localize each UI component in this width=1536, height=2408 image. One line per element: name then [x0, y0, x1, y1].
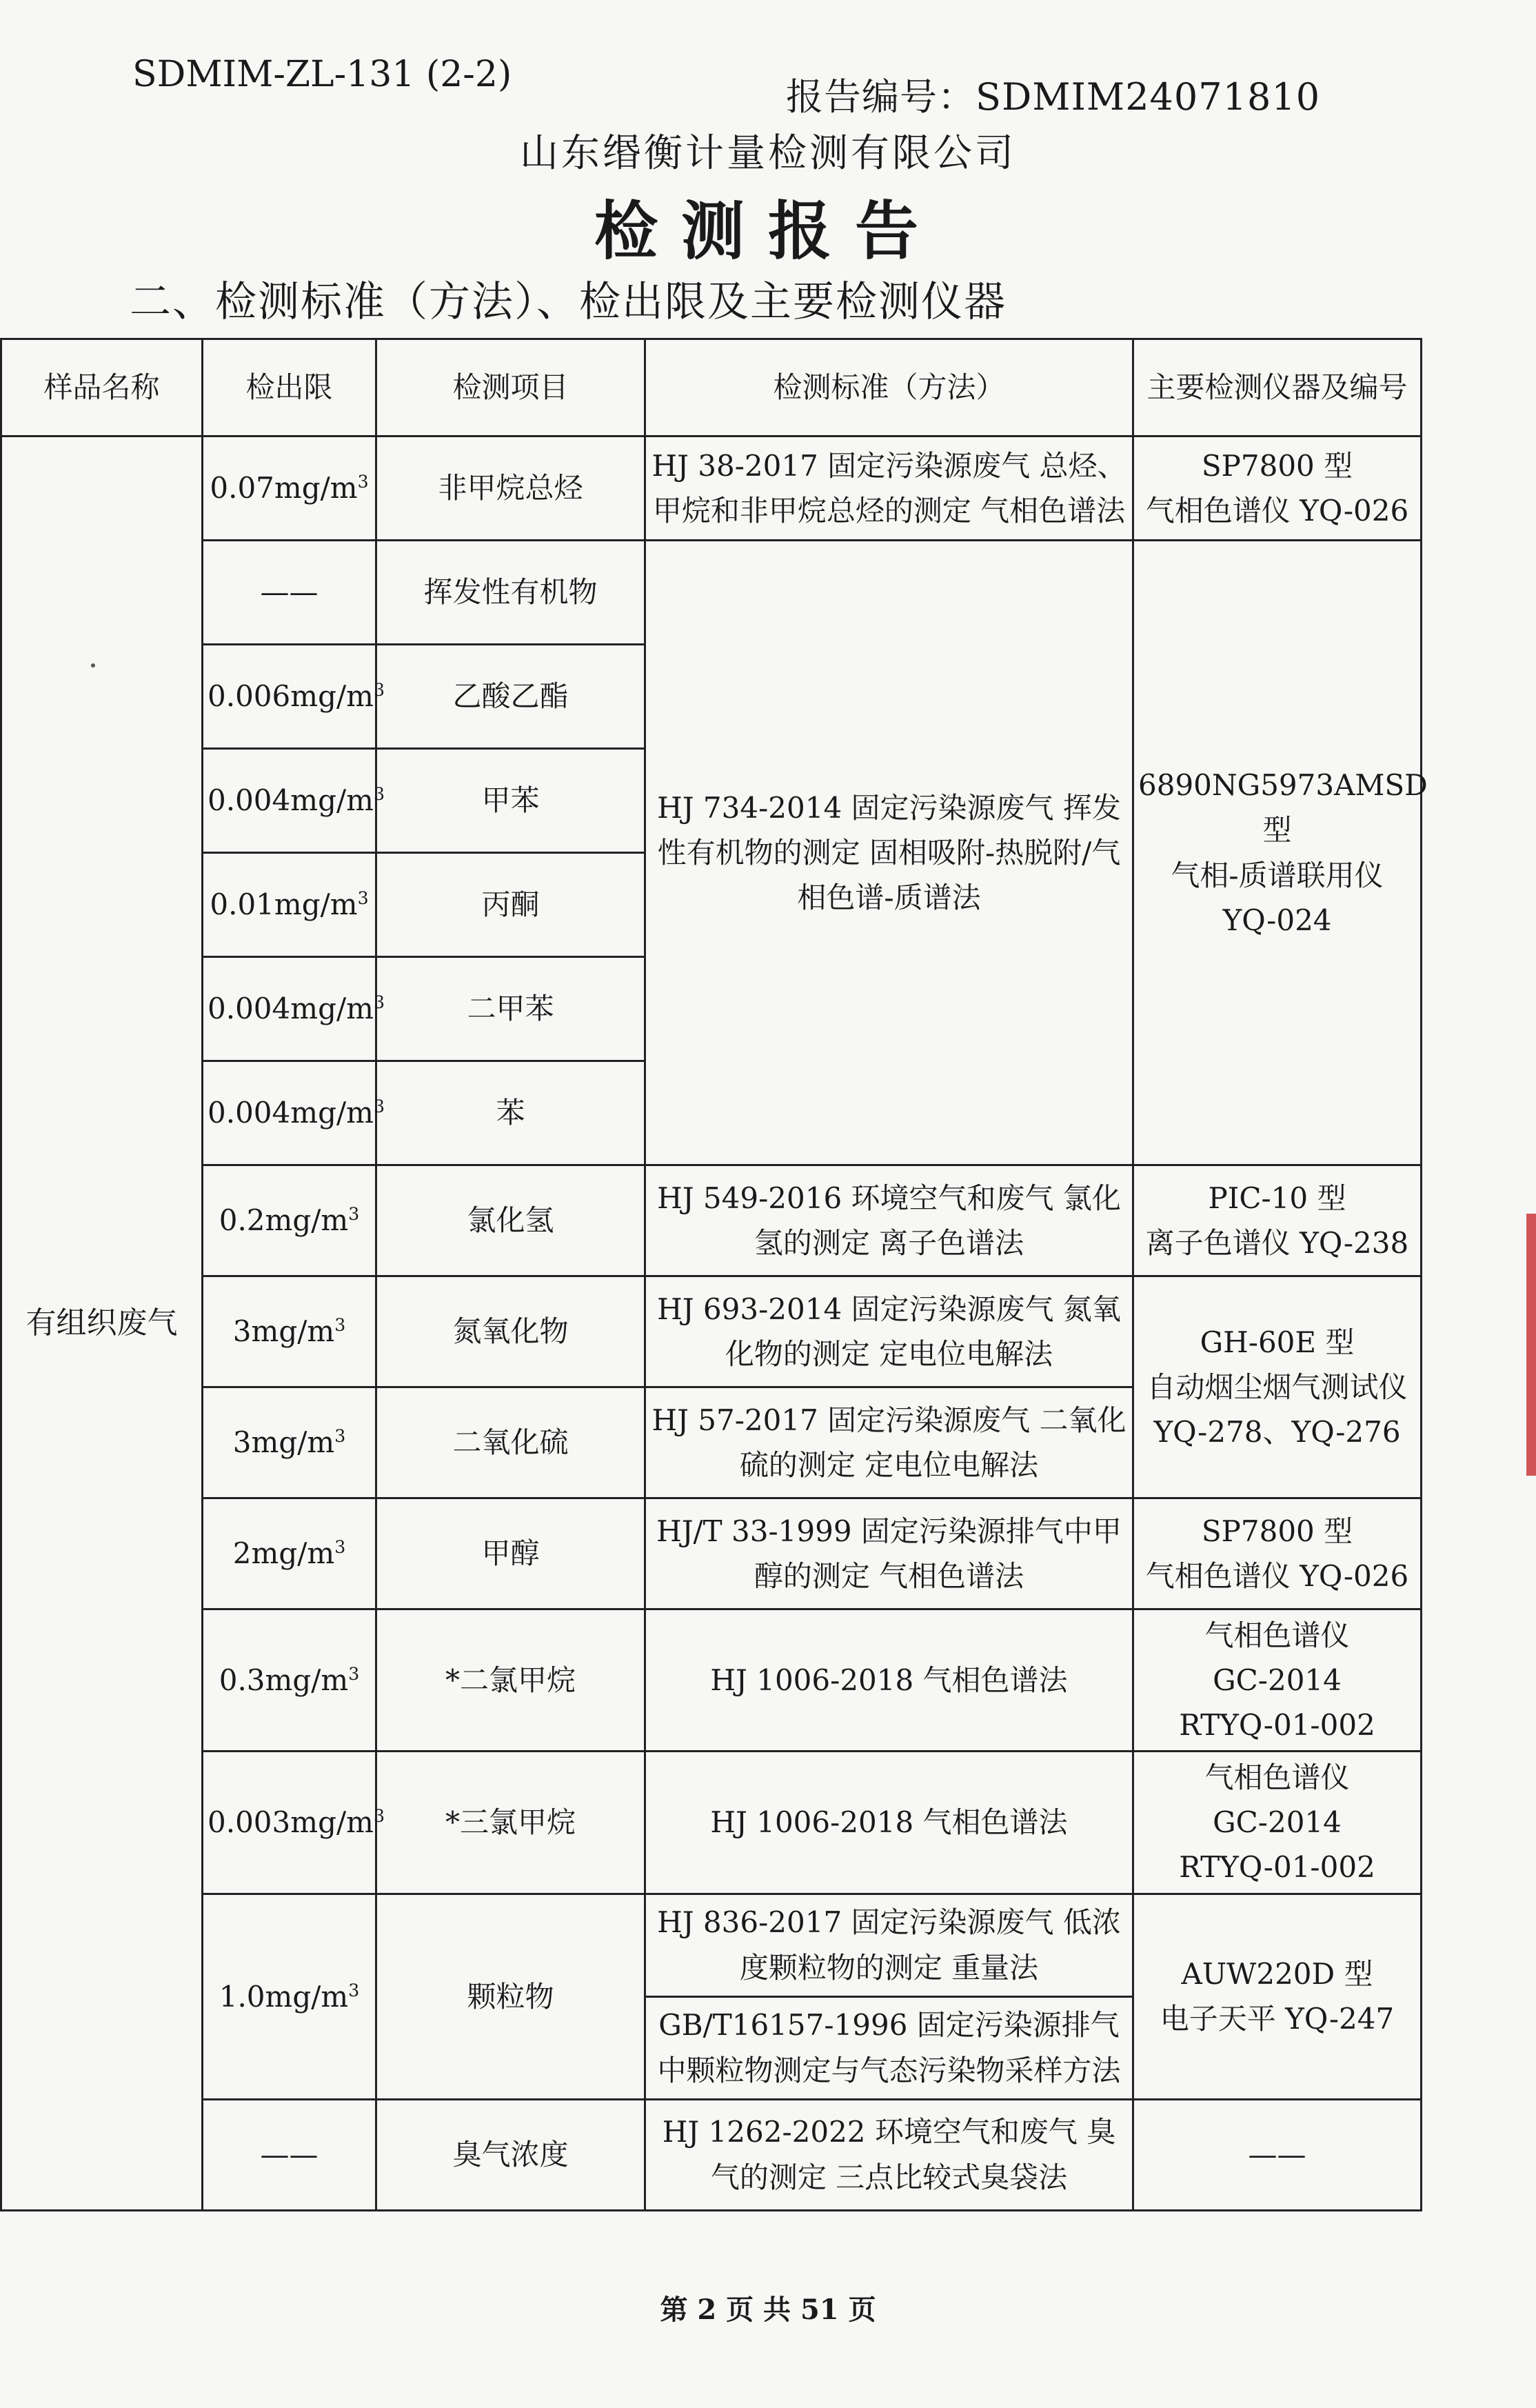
instrument-cell: ——	[1133, 2099, 1422, 2210]
item-cell: 二甲苯	[376, 957, 645, 1061]
table-row	[1, 1609, 1422, 1752]
limit-cell: $3mg/m^3$	[203, 1276, 376, 1387]
standard-cell: HJ 38-2017 固定污染源废气 总烃、甲烷和非甲烷总烃的测定 气相色谱法	[645, 437, 1133, 541]
instrument-cell: SP7800 型 气相色谱仪 YQ-026	[1133, 1498, 1422, 1609]
standard-cell: HJ 57-2017 固定污染源废气 二氧化硫的测定 定电位电解法	[645, 1387, 1133, 1498]
limit-cell: $3mg/m^3$	[203, 1387, 376, 1498]
limit-cell: ——	[203, 2099, 376, 2210]
standard-cell: HJ 1006-2018 气相色谱法	[645, 1609, 1133, 1752]
page-number: 第 2 页 共 51 页	[660, 2294, 876, 2326]
limit-cell: $0.004mg/m^3$	[203, 749, 376, 853]
instrument-cell: 气相色谱仪 GC-2014 RTYQ-01-002	[1133, 1752, 1422, 1894]
limit-cell: $0.2mg/m^3$	[203, 1165, 376, 1276]
limit-cell: ——	[203, 541, 376, 645]
item-cell: 甲醇	[376, 1498, 645, 1609]
report-number: 报告编号：SDMIM24071810	[786, 75, 1321, 119]
limit-cell: $0.004mg/m^3$	[203, 957, 376, 1061]
item-cell: 臭气浓度	[376, 2099, 645, 2210]
table-row	[1, 1752, 1422, 1894]
item-cell: 二氧化硫	[376, 1387, 645, 1498]
limit-cell: $0.004mg/m^3$	[203, 1061, 376, 1165]
standard-cell: HJ 1262-2022 环境空气和废气 臭气的测定 三点比较式臭袋法	[645, 2099, 1133, 2210]
standard-cell: HJ 549-2016 环境空气和废气 氯化氢的测定 离子色谱法	[645, 1165, 1133, 1276]
section-heading: 二、检测标准（方法）、检出限及主要检测仪器	[130, 278, 1007, 326]
item-cell: 苯	[376, 1061, 645, 1165]
seal-edge-mark	[1526, 1214, 1536, 1476]
instrument-cell-vocs: 6890NG5973AMSD 型 气相-质谱联用仪 YQ-024	[1133, 541, 1422, 1165]
limit-cell: $0.006mg/m^3$	[203, 645, 376, 749]
table-row	[1, 2099, 1422, 2210]
table-row	[1, 1276, 1422, 1387]
instrument-cell: SP7800 型 气相色谱仪 YQ-026	[1133, 437, 1422, 541]
limit-cell: $0.07mg/m^3$	[203, 437, 376, 541]
spec-table	[0, 338, 1428, 2211]
standard-cell: HJ 836-2017 固定污染源废气 低浓度颗粒物的测定 重量法	[645, 1894, 1133, 1996]
item-cell: *二氯甲烷	[376, 1609, 645, 1752]
item-cell: 颗粒物	[376, 1894, 645, 2099]
table-header-row	[1, 339, 1422, 437]
item-cell: 挥发性有机物	[376, 541, 645, 645]
instrument-cell-gas: GH-60E 型 自动烟尘烟气测试仪 YQ-278、YQ-276	[1133, 1276, 1422, 1498]
sample-name-cell: 有组织废气	[1, 437, 203, 2211]
standard-cell: HJ 1006-2018 气相色谱法	[645, 1752, 1133, 1894]
instrument-cell: AUW220D 型 电子天平 YQ-247	[1133, 1894, 1422, 2099]
document-title: 检测报告	[594, 194, 942, 268]
table-row	[1, 437, 1422, 541]
standard-cell: HJ 693-2014 固定污染源废气 氮氧化物的测定 定电位电解法	[645, 1276, 1133, 1387]
table-row	[1, 541, 1422, 645]
instrument-cell: 气相色谱仪 GC-2014 RTYQ-01-002	[1133, 1609, 1422, 1752]
limit-cell: $0.3mg/m^3$	[203, 1609, 376, 1752]
item-cell: 氯化氢	[376, 1165, 645, 1276]
company-name: 山东缗衡计量检测有限公司	[520, 131, 1016, 176]
table-row	[1, 1894, 1422, 1996]
col-header-limit: 检出限	[203, 339, 376, 437]
limit-cell: $0.003mg/m^3$	[203, 1752, 376, 1894]
col-header-sample: 样品名称	[1, 339, 203, 437]
instrument-cell: PIC-10 型 离子色谱仪 YQ-238	[1133, 1165, 1422, 1276]
limit-cell: $1.0mg/m^3$	[203, 1894, 376, 2099]
doc-code: SDMIM-ZL-131 (2-2)	[132, 54, 512, 95]
item-cell: 乙酸乙酯	[376, 645, 645, 749]
standard-cell: HJ/T 33-1999 固定污染源排气中甲醇的测定 气相色谱法	[645, 1498, 1133, 1609]
item-cell: 氮氧化物	[376, 1276, 645, 1387]
table-row	[1, 1498, 1422, 1609]
table-row	[1, 1165, 1422, 1276]
standard-cell: GB/T16157-1996 固定污染源排气中颗粒物测定与气态污染物采样方法	[645, 1996, 1133, 2099]
item-cell: *三氯甲烷	[376, 1752, 645, 1894]
col-header-instrument: 主要检测仪器及编号	[1133, 339, 1422, 437]
limit-cell: $0.01mg/m^3$	[203, 853, 376, 957]
standard-cell-vocs: HJ 734-2014 固定污染源废气 挥发性有机物的测定 固相吸附-热脱附/气相色谱-质谱法	[645, 541, 1133, 1165]
item-cell: 非甲烷总烃	[376, 437, 645, 541]
col-header-item: 检测项目	[376, 339, 645, 437]
item-cell: 丙酮	[376, 853, 645, 957]
item-cell: 甲苯	[376, 749, 645, 853]
col-header-standard: 检测标准（方法）	[645, 339, 1133, 437]
limit-cell: $2mg/m^3$	[203, 1498, 376, 1609]
